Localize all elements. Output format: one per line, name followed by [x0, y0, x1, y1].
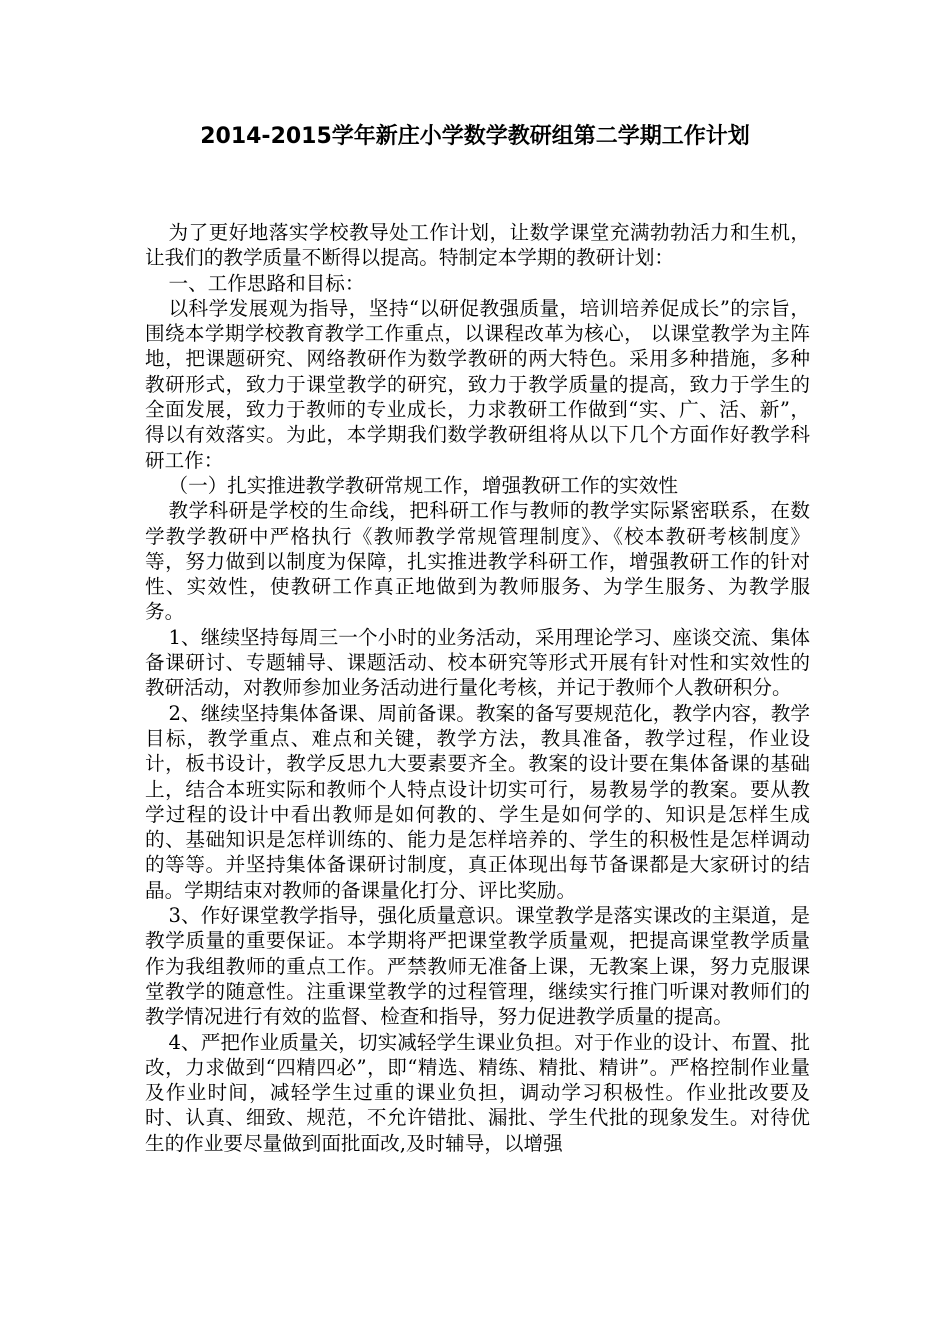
- paragraph-guiding-ideas: 以科学发展观为指导，坚持“以研促教强质量，培训培养促成长”的宗旨，围绕本学期学校教育教学工作重点，以课程改革为核心， 以课堂教学为主阵地，把课题研究、网络教研作为数学教研的两大特色。采用多种措施，多种教研形式，致力于课堂教学的研究，致力于教学质量的提高，致力于学生的全面发展，致力于教师的专业成长，力求教研工作做到“实、广、活、新”，得以有效落实。为此，本学期我们数学教研组将从以下几个方面作好教学科研工作：: [145, 296, 810, 472]
- document-body: [145, 220, 810, 1156]
- paragraph-research-lifeline: 教学科研是学校的生命线，把科研工作与教师的教学实际紧密联系，在数学教学教研中严格执行《教师教学常规管理制度》、《校本教研考核制度》等，努力做到以制度为保障，扎实推进教学科研工作，增强教研工作的针对性、实效性，使教研工作真正地做到为教师服务、为学生服务、为教学服务。: [145, 499, 810, 624]
- paragraph-item-2: 2、继续坚持集体备课、周前备课。教案的备写要规范化，教学内容，教学目标，教学重点、难点和关键，教学方法，教具准备，教学过程，作业设计，板书设计，教学反思九大要素要齐全。教案的设计要在集体备课的基础上，结合本班实际和教师个人特点设计切实可行，易教易学的教案。要从教学过程的设计中看出教师是如何教的、学生是如何学的、知识是怎样生成的、基础知识是怎样训练的、能力是怎样培养的、学生的积极性是怎样调动的等等。并坚持集体备课研讨制度，真正体现出每节备课都是大家研讨的结晶。学期结束对教师的备课量化打分、评比奖励。: [145, 701, 810, 902]
- document-title: 2014-2015学年新庄小学数学教研组第二学期工作计划: [200, 124, 750, 149]
- paragraph-intro: 为了更好地落实学校教导处工作计划，让数学课堂充满勃勃活力和生机，让我们的教学质量不断得以提高。特制定本学期的教研计划：: [145, 221, 810, 270]
- heading-section-1: 一、工作思路和目标：: [168, 271, 365, 295]
- paragraph-item-4: 4、严把作业质量关，切实减轻学生课业负担。对于作业的设计、布置、批改，力求做到“四精四必”，即“精选、精练、精批、精讲”。严格控制作业量及作业时间，减轻学生过重的课业负担，调动学习积极性。作业批改要及时、认真、细致、规范，不允许错批、漏批、学生代批的现象发生。对待优生的作业要尽量做到面批面改,及时辅导，以增强: [145, 1030, 810, 1155]
- paragraph-item-1: 1、继续坚持每周三一个小时的业务活动，采用理论学习、座谈交流、集体备课研讨、专题辅导、课题活动、校本研究等形式开展有针对性和实效性的教研活动，对教师参加业务活动进行量化考核，并记于教师个人教研积分。: [145, 625, 810, 700]
- heading-subsection-1: （一）扎实推进教学教研常规工作，增强教研工作的实效性: [168, 473, 678, 497]
- paragraph-item-3: 3、作好课堂教学指导，强化质量意识。课堂教学是落实课改的主渠道，是教学质量的重要保证。本学期将严把课堂教学质量观，把提高课堂教学质量作为我组教师的重点工作。严禁教师无准备上课，无教案上课，努力克服课堂教学的随意性。注重课堂教学的过程管理，继续实行推门听课对教师们的教学情况进行有效的监督、检查和指导，努力促进教学质量的提高。: [145, 904, 810, 1029]
